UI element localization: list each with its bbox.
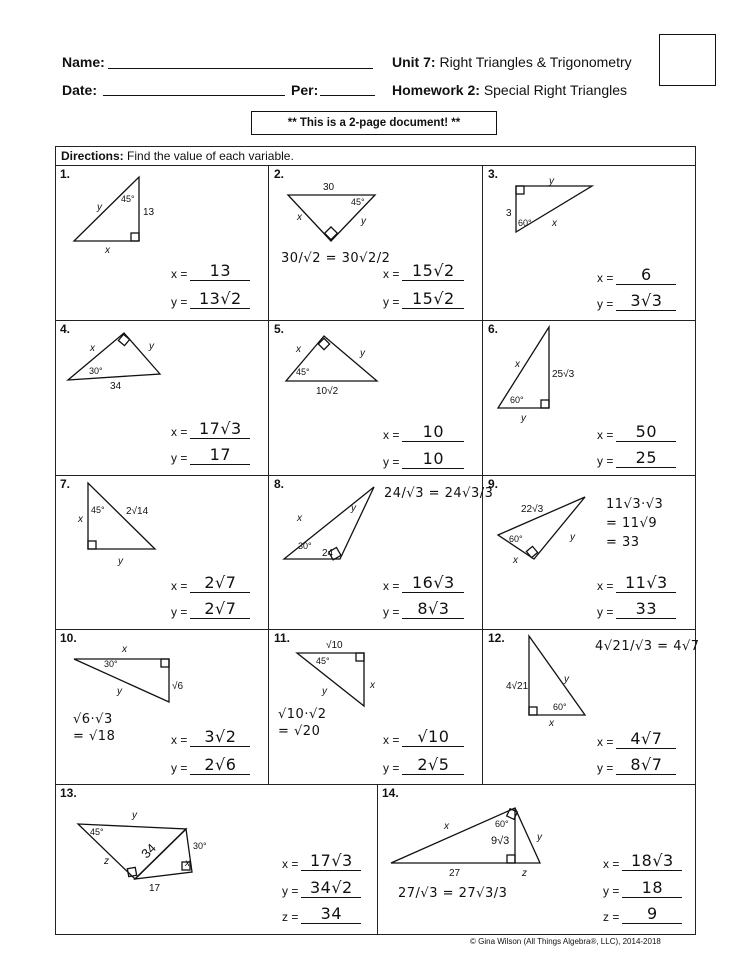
problem-number: 10. — [60, 631, 77, 645]
answer-label: x = — [383, 579, 400, 593]
svg-text:y: y — [564, 674, 569, 685]
problem-number: 8. — [274, 477, 285, 491]
answer-field[interactable]: 13 — [190, 262, 250, 281]
problem-number: 14. — [382, 786, 399, 800]
svg-text:y: y — [149, 341, 154, 352]
svg-text:45°: 45° — [316, 656, 330, 666]
answer-field[interactable]: 9 — [622, 905, 682, 924]
svg-text:45°: 45° — [351, 197, 365, 207]
svg-text:45°: 45° — [90, 827, 104, 837]
svg-text:30°: 30° — [298, 541, 312, 551]
svg-text:z: z — [104, 856, 109, 867]
answer-field[interactable]: 11√3 — [616, 574, 676, 593]
directions: Directions: Find the value of each variable. — [61, 149, 294, 163]
triangle-11 — [297, 653, 364, 706]
svg-text:60°: 60° — [509, 534, 523, 544]
answer-field[interactable]: 17 — [190, 446, 250, 465]
answer-field[interactable]: 25 — [616, 449, 676, 468]
svg-text:x: x — [297, 513, 302, 524]
svg-text:30°: 30° — [104, 659, 118, 669]
svg-text:9√3: 9√3 — [491, 835, 510, 847]
svg-text:13: 13 — [143, 207, 155, 218]
answer-label: y = — [171, 295, 188, 309]
answer-label: y = — [597, 454, 614, 468]
answer-label: x = — [597, 735, 614, 749]
problem-number: 3. — [488, 167, 499, 181]
svg-text:y: y — [361, 216, 366, 227]
svg-text:y: y — [118, 556, 123, 567]
svg-text:45°: 45° — [121, 194, 135, 204]
answer-label: x = — [282, 857, 299, 871]
answer-field[interactable]: 6 — [616, 266, 676, 285]
svg-text:y: y — [360, 348, 365, 359]
answer-label: y = — [282, 884, 299, 898]
svg-text:x: x — [513, 555, 518, 566]
work-note: 4√21/√3 = 4√7 — [595, 639, 700, 654]
svg-text:x: x — [297, 212, 302, 223]
svg-text:√6: √6 — [172, 681, 184, 692]
svg-text:17: 17 — [149, 883, 161, 894]
answer-field[interactable]: 34√2 — [301, 879, 361, 898]
triangle-4 — [68, 333, 160, 380]
answer-label: y = — [383, 455, 400, 469]
answer-field[interactable]: 10 — [402, 423, 464, 442]
answer-field[interactable]: 2√7 — [190, 574, 250, 593]
problem-number: 5. — [274, 322, 285, 336]
answer-field[interactable]: 4√7 — [616, 730, 676, 749]
svg-text:3: 3 — [506, 208, 512, 219]
svg-text:30°: 30° — [89, 366, 103, 376]
work-note: 24/√3 = 24√3/3 — [384, 486, 494, 501]
answer-field[interactable]: 15√2 — [402, 262, 464, 281]
svg-text:4√21: 4√21 — [506, 681, 529, 692]
problem-number: 9. — [488, 477, 499, 491]
answer-field[interactable]: 3√3 — [616, 292, 676, 311]
answer-label: x = — [597, 271, 614, 285]
answer-field[interactable]: 34 — [301, 905, 361, 924]
problem-number: 11. — [274, 631, 291, 645]
answer-label: y = — [383, 761, 400, 775]
problem-number: 7. — [60, 477, 71, 491]
answer-field[interactable]: 10 — [402, 450, 464, 469]
problem-number: 6. — [488, 322, 499, 336]
svg-text:y: y — [570, 532, 575, 543]
svg-text:y: y — [97, 202, 102, 213]
problem-number: 4. — [60, 322, 71, 336]
problem-number: 12. — [488, 631, 505, 645]
svg-text:34: 34 — [110, 381, 122, 392]
answer-field[interactable]: 2√7 — [190, 600, 250, 619]
svg-text:y: y — [549, 176, 554, 187]
svg-text:60°: 60° — [510, 395, 524, 405]
answer-label: x = — [597, 428, 614, 442]
svg-text:x: x — [515, 359, 520, 370]
svg-text:34: 34 — [138, 840, 159, 862]
svg-text:x: x — [444, 821, 449, 832]
answer-field[interactable]: 15√2 — [402, 290, 464, 309]
answer-label: x = — [597, 579, 614, 593]
svg-text:30: 30 — [323, 182, 335, 193]
answer-field[interactable]: 18√3 — [622, 852, 682, 871]
answer-label: y = — [383, 295, 400, 309]
answer-label: y = — [597, 605, 614, 619]
answer-field[interactable]: 8√7 — [616, 756, 676, 775]
answer-label: y = — [171, 761, 188, 775]
svg-text:y: y — [521, 413, 526, 424]
svg-text:x: x — [370, 680, 375, 691]
answer-field[interactable]: 18 — [622, 879, 682, 898]
svg-text:x: x — [296, 344, 301, 355]
answer-field[interactable]: 50 — [616, 423, 676, 442]
svg-text:10√2: 10√2 — [316, 386, 339, 397]
svg-text:30°: 30° — [193, 841, 207, 851]
answer-field[interactable]: 17√3 — [301, 852, 361, 871]
svg-text:25√3: 25√3 — [552, 369, 575, 380]
date-label: Date: — [62, 82, 98, 98]
answer-label: z = — [282, 910, 299, 924]
copyright-footer: © Gina Wilson (All Things Algebra®, LLC), 2014-2018 — [470, 937, 661, 946]
svg-text:y: y — [132, 810, 137, 821]
svg-text:60°: 60° — [518, 218, 532, 228]
svg-text:√10: √10 — [326, 640, 343, 651]
answer-label: y = — [597, 761, 614, 775]
answer-label: y = — [383, 605, 400, 619]
svg-text:45°: 45° — [91, 505, 105, 515]
svg-text:x: x — [185, 858, 190, 869]
notice-box: ** This is a 2-page document! ** — [251, 111, 497, 135]
triangle-14 — [391, 808, 540, 863]
answer-field[interactable]: 2√6 — [190, 756, 250, 775]
svg-text:x: x — [90, 343, 95, 354]
answer-label: z = — [603, 910, 620, 924]
answer-label: x = — [383, 428, 400, 442]
answer-field[interactable]: 3√2 — [190, 728, 250, 747]
svg-text:24: 24 — [322, 548, 334, 559]
problem-number: 1. — [60, 167, 71, 181]
triangle-1 — [74, 177, 139, 241]
answer-label: x = — [171, 425, 188, 439]
answer-label: x = — [171, 733, 188, 747]
homework-title: Homework 2: Special Right Triangles — [392, 82, 627, 98]
svg-text:x: x — [122, 644, 127, 655]
answer-label: y = — [603, 884, 620, 898]
answer-label: x = — [603, 857, 620, 871]
svg-text:x: x — [78, 514, 83, 525]
problem-number: 13. — [60, 786, 77, 800]
answer-label: y = — [171, 451, 188, 465]
answer-field[interactable]: √10 — [402, 728, 464, 747]
svg-text:60°: 60° — [553, 702, 567, 712]
answer-field[interactable]: 2√5 — [402, 756, 464, 775]
answer-label: x = — [171, 579, 188, 593]
svg-text:y: y — [537, 832, 542, 843]
answer-field[interactable]: 16√3 — [402, 574, 464, 593]
work-note: 27/√3 = 27√3/3 — [398, 886, 508, 901]
svg-text:22√3: 22√3 — [521, 504, 544, 515]
answer-field[interactable]: 8√3 — [402, 600, 464, 619]
answer-label: y = — [171, 605, 188, 619]
answer-field[interactable]: 13√2 — [190, 290, 250, 309]
answer-label: x = — [383, 267, 400, 281]
per-label: Per: — [291, 82, 319, 98]
svg-text:x: x — [549, 718, 554, 729]
svg-text:z: z — [522, 868, 527, 879]
answer-label: x = — [171, 267, 188, 281]
svg-text:45°: 45° — [296, 367, 310, 377]
work-note: 30/√2 = 30√2/2 — [281, 251, 391, 266]
problem-number: 2. — [274, 167, 285, 181]
work-note: √6·√3 = √18 — [73, 712, 116, 744]
unit-title: Unit 7: Right Triangles & Trigonometry — [392, 54, 632, 70]
svg-text:x: x — [552, 218, 557, 229]
work-note: √10·√2 = √20 — [278, 707, 327, 739]
svg-text:2√14: 2√14 — [126, 506, 149, 517]
answer-label: x = — [383, 733, 400, 747]
svg-text:y: y — [117, 686, 122, 697]
answer-label: y = — [597, 297, 614, 311]
svg-text:x: x — [105, 245, 110, 256]
name-label: Name: — [62, 54, 105, 70]
svg-text:60°: 60° — [495, 819, 509, 829]
work-note: 11√3·√3 = 11√9 = 33 — [606, 497, 664, 550]
svg-text:y: y — [322, 686, 327, 697]
answer-field[interactable]: 17√3 — [190, 420, 250, 439]
svg-text:27: 27 — [449, 868, 461, 879]
answer-field[interactable]: 33 — [616, 600, 676, 619]
svg-text:y: y — [351, 503, 356, 514]
